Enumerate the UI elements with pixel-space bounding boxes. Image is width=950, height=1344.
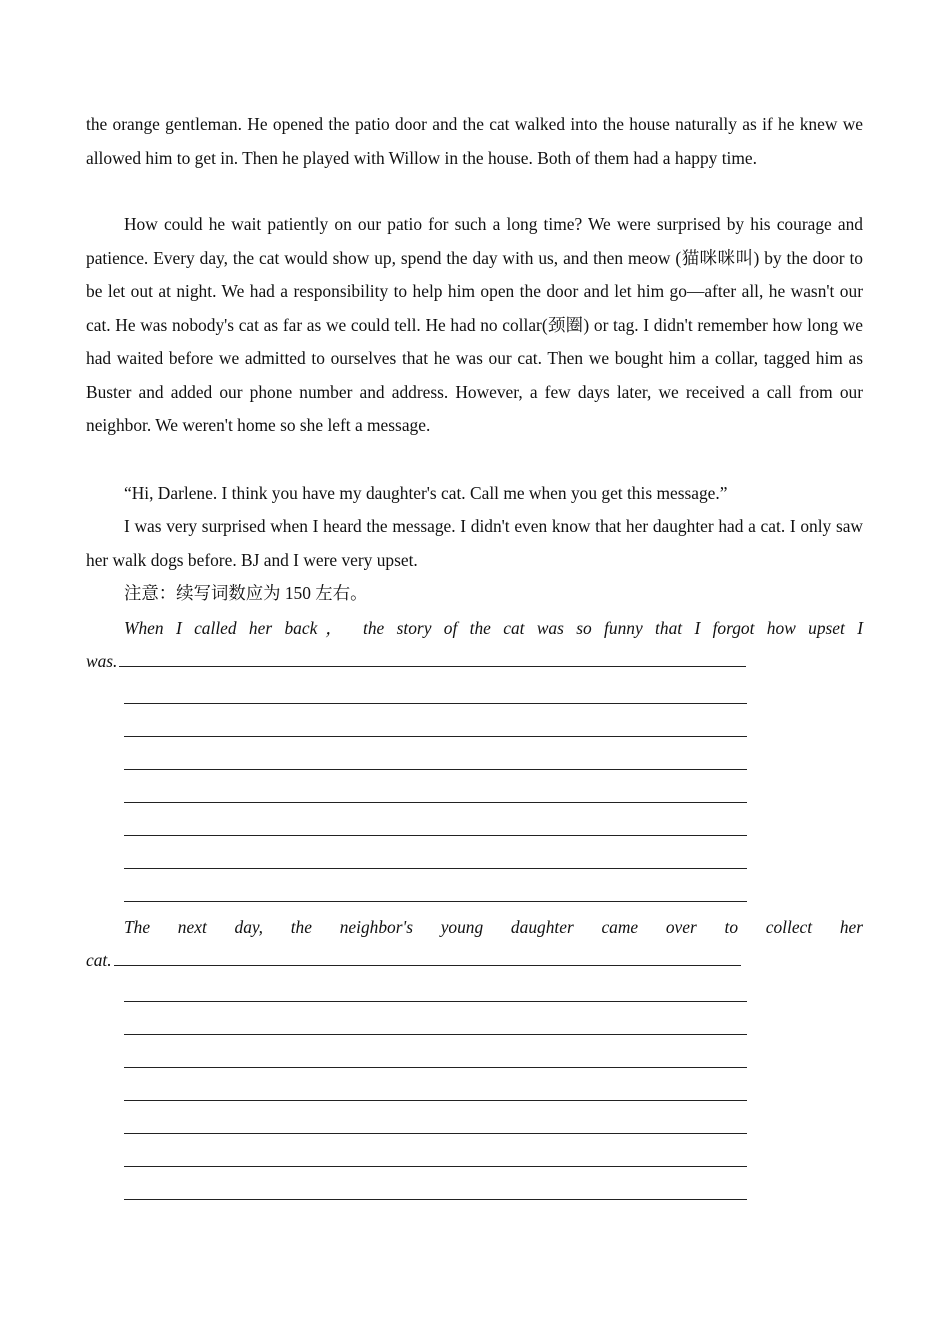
writing-line[interactable] — [124, 1100, 747, 1101]
writing-line[interactable] — [124, 868, 747, 869]
prompt-1 — [86, 612, 863, 678]
prompt-2 — [86, 911, 863, 977]
writing-line[interactable] — [124, 736, 747, 737]
writing-line[interactable] — [124, 802, 747, 803]
writing-line[interactable] — [124, 901, 747, 902]
writing-line[interactable] — [124, 1133, 747, 1134]
prompt-1-line-2: was. — [86, 651, 118, 671]
writing-line[interactable] — [124, 1067, 747, 1068]
writing-line[interactable] — [124, 835, 747, 836]
writing-line[interactable] — [119, 648, 746, 667]
writing-line[interactable] — [124, 1166, 747, 1167]
paragraph-3: “Hi, Darlene. I think you have my daughter's cat. Call me when you get this message.” — [124, 483, 728, 503]
writing-line[interactable] — [124, 703, 747, 704]
paragraph-4: I was very surprised when I heard the message. I didn't even know that her daughter had a cat. I only saw her walk dogs before. BJ and I were very upset. — [86, 516, 863, 570]
writing-line[interactable] — [124, 1199, 747, 1200]
word-count-note: 注意：续写词数应为 150 左右。 — [124, 583, 368, 603]
paragraph-2: How could he wait patiently on our patio for such a long time? We were surprised by his courage and patience. Every day, the cat would show up, spend the day with us, and then meow (猫咪咪叫) by the door to be let out at night. We had a responsibility to help him open the door and let him go—after all, he wasn't our cat. He was nobody's cat as far as we could tell. He had no collar(颈圈) or tag. I didn't remember how long we had waited before we admitted to ourselves that he was our cat. Then we bought him a collar, tagged him as Buster and added our phone number and address. However, a few days later, we received a call from our neighbor. We weren't home so she left a message. — [86, 214, 863, 435]
prompt-2-line-1: The next day, the neighbor's young daughter came over to collect her — [124, 917, 863, 937]
prompt-1-line-1: When I called her back， the story of the cat was so funny that I forgot how upset I — [124, 618, 863, 638]
writing-line[interactable] — [114, 947, 741, 966]
writing-line[interactable] — [124, 769, 747, 770]
prompt-2-line-2: cat. — [86, 950, 112, 970]
writing-line[interactable] — [124, 1034, 747, 1035]
paragraph-1: the orange gentleman. He opened the patio door and the cat walked into the house naturally as if he knew we allowed him to get in. Then he played with Willow in the house. Both of them had a happy time. — [86, 114, 863, 168]
writing-line[interactable] — [124, 1001, 747, 1002]
